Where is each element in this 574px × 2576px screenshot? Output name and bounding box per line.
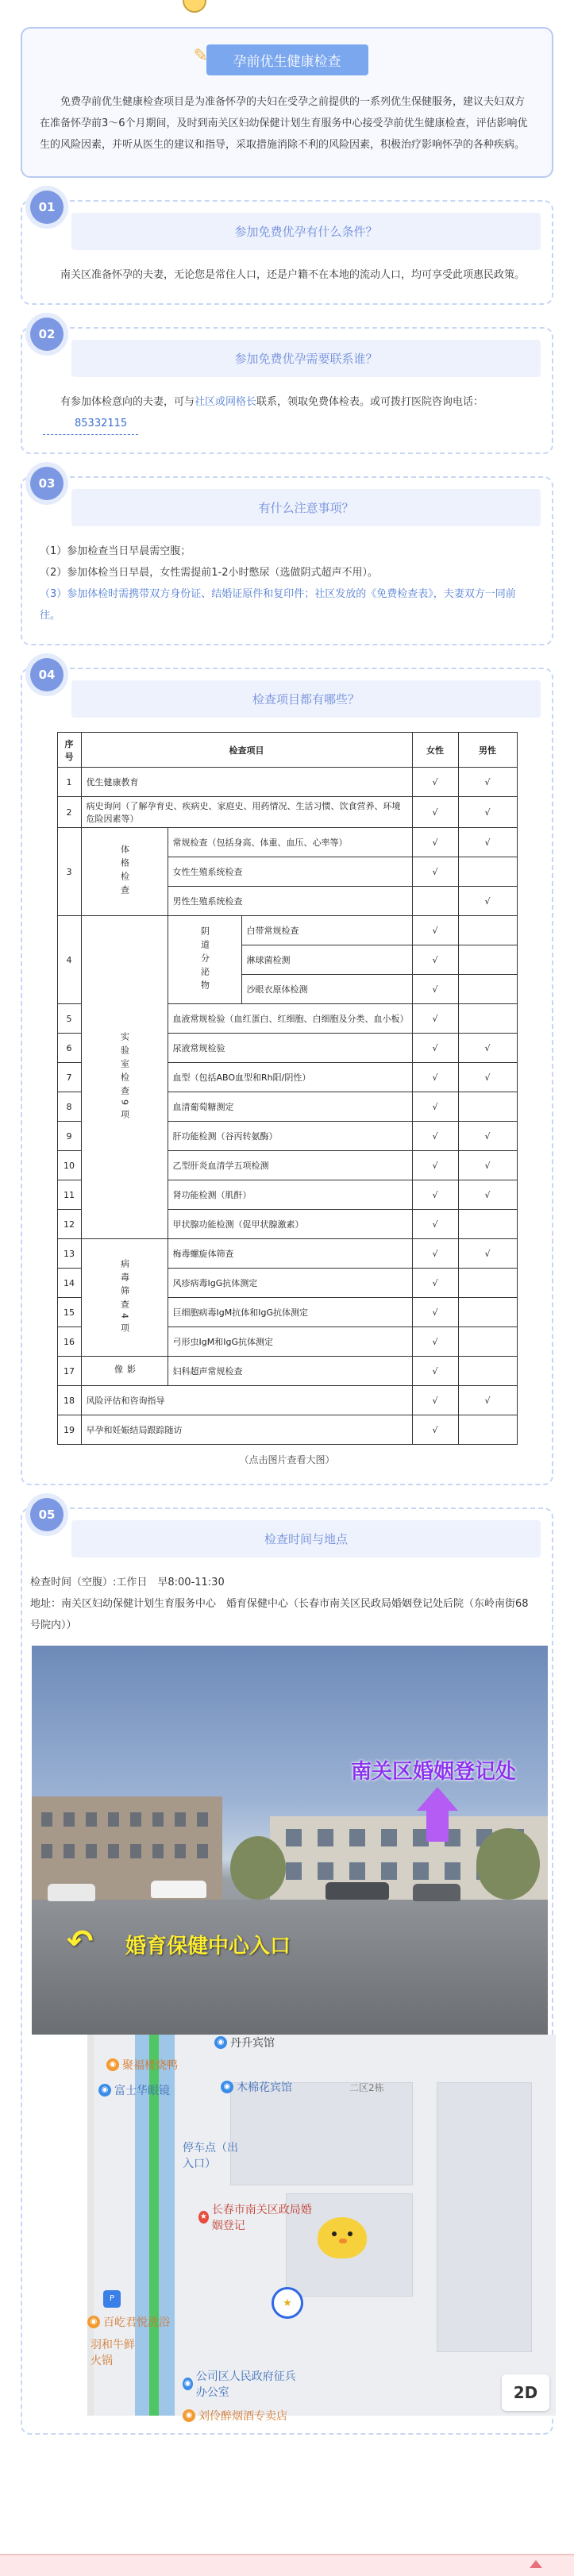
mascot-chick-icon (318, 2217, 367, 2258)
section-01 (21, 200, 553, 305)
section-title: 参加免费优孕需要联系谁？ (71, 340, 541, 377)
map-poi[interactable]: ◉ 聚福楼烧鸭 (106, 2057, 178, 2073)
section-body (40, 391, 534, 435)
intro-title: ✎ 孕前优生健康检查 (206, 44, 368, 75)
table-row: 16 弓形虫IgM和IgG抗体测定 √ (57, 1327, 517, 1357)
car (151, 1881, 206, 1898)
table-row: 沙眼衣原体检测 √ (57, 975, 517, 1004)
col-header: 检查项目 (81, 733, 412, 768)
exam-time: 检查时间（空腹）:工作日 早8:00-11:30 (30, 1577, 225, 1588)
group-physical: 体格检查 (81, 828, 168, 916)
section-04 (21, 668, 553, 1485)
col-header: 男性 (458, 733, 517, 768)
location-pin-icon[interactable]: ★ (272, 2287, 303, 2319)
curved-arrow-icon: ↶ (67, 1923, 94, 1960)
notice-item: （1）参加检查当日早晨需空腹； (40, 545, 191, 557)
table-row: 9 肝功能检测（谷丙转氨酶） √ √ (57, 1122, 517, 1151)
lamp-icon (183, 0, 206, 13)
section-03 (21, 476, 553, 645)
car (413, 1884, 460, 1901)
table-row: 5 血液常规检验（血红蛋白、红细胞、白细胞及分类、血小板） √ (57, 1004, 517, 1034)
group-imaging: 影像 (81, 1357, 168, 1386)
phone-link[interactable]: 85332115 (43, 413, 138, 435)
table-row: 13 病毒筛查4项 梅毒螺旋体筛查 √ √ (57, 1239, 517, 1269)
table-row: 6 尿液常规检验 √ √ (57, 1034, 517, 1063)
col-header: 女性 (412, 733, 458, 768)
exam-items-table[interactable] (57, 732, 518, 1445)
map-poi[interactable]: ◉ 丹升宾馆 (214, 2035, 275, 2050)
location-map[interactable] (87, 2035, 556, 2423)
section-title: 参加免费优孕有什么条件？ (71, 213, 541, 250)
table-row: 女性生殖系统检查 √ (57, 857, 517, 887)
arrow-up-stem (426, 1810, 449, 1842)
section-02 (21, 327, 553, 454)
map-poi[interactable]: 羽和牛鲜火锅 (91, 2339, 135, 2367)
section-title: 有什么注意事项？ (71, 489, 541, 526)
table-row: 男性生殖系统检查 √ (57, 887, 517, 916)
table-row: 18 风险评估和咨询指导 √ √ (57, 1386, 517, 1415)
section-body: 南关区准备怀孕的夫妻，无论您是常住人口，还是户籍不在本地的流动人口，均可享受此项惠民政策。 (60, 269, 526, 281)
community-link: 社区或网格长 (195, 396, 257, 408)
group-lab: 实验室检查9项 (81, 916, 168, 1239)
table-row: 15 巨细胞病毒IgM抗体和IgG抗体测定 √ (57, 1298, 517, 1327)
exam-address: 地址：南关区妇幼保健计划生育服务中心 婚育保健中心（长春市南关区民政局婚姻登记处后院（东岭南街68号院内）） (30, 1598, 529, 1631)
notice-item: （2）参加体检当日早晨，女性需提前1-2小时憋尿（选做阴式超声不用）。 (40, 567, 379, 579)
section-number: 01 (30, 191, 64, 224)
section-number: 05 (30, 1498, 64, 1531)
bottom-bar (0, 2554, 574, 2576)
intro-body: 免费孕前优生健康检查项目是为准备怀孕的夫妇在受孕之前提供的一系列优生保健服务，建议夫妇双方在准备怀孕前3～6个月期间，及时到南关区妇幼保健计划生育服务中心接受孕前优生健康检查，评估影响优生的风险因素，并听从医生的建议和指导，采取措施消除不利的风险因素，积极治疗影响怀孕的各种疾病。 (40, 96, 528, 151)
map-block (437, 2082, 532, 2352)
table-row: 12 甲状腺功能检测（促甲状腺激素） √ (57, 1210, 517, 1239)
table-row: 14 风疹病毒IgG抗体测定 √ (57, 1269, 517, 1298)
photo-label-registry: 南关区婚姻登记处 (350, 1760, 516, 1784)
body-text: 有参加体检意向的夫妻，可与 (60, 396, 195, 408)
car (48, 1884, 95, 1901)
section-title: 检查项目都有哪些？ (71, 680, 541, 718)
location-photo[interactable] (32, 1646, 548, 2035)
tree (230, 1836, 286, 1900)
map-poi[interactable]: ◉ 富士华眼镜 (98, 2082, 170, 2098)
table-row: 7 血型（包括ABO血型和Rh阳/阴性） √ √ (57, 1063, 517, 1092)
car (326, 1882, 389, 1900)
table-row: 17 影像 妇科超声常规检查 √ (57, 1357, 517, 1386)
table-caption: （点击图片查看大图） (239, 1454, 335, 1465)
table-row: 1 优生健康教育 √ √ (57, 768, 517, 797)
map-poi: 二区2栋 (349, 2082, 384, 2093)
table-row: 10 乙型肝炎血清学五项检测 √ √ (57, 1151, 517, 1180)
top-decoration (0, 0, 574, 24)
map-poi[interactable]: ◉ 公司区人民政府征兵办公室 (183, 2370, 296, 2399)
table-row: 3 体格检查 常规检查（包括身高、体重、血压、心率等） √ √ (57, 828, 517, 857)
section-number: 04 (30, 658, 64, 691)
table-row: 淋球菌检测 √ (57, 945, 517, 975)
scroll-top-icon[interactable] (530, 2560, 542, 2568)
table-row: 2 病史询问（了解孕育史、疾病史、家庭史、用药情况、生活习惯、饮食营养、环境危险因素等） √ √ (57, 797, 517, 828)
male-check: √ (458, 768, 517, 797)
arrow-up-icon (417, 1787, 458, 1811)
section-05 (21, 1507, 553, 2435)
section-title: 检查时间与地点 (71, 1520, 541, 1558)
table-header-row (57, 733, 517, 768)
intro-title-wrap (40, 44, 534, 75)
group-lab-sub: 阴道分泌物 (168, 916, 241, 1004)
map-poi[interactable]: ◉ 木棉花宾馆 (221, 2079, 292, 2095)
photo-label-entrance: 婚育保健中心入口 (125, 1935, 291, 1958)
map-poi[interactable]: ◉ 百屹君悦洗浴 (87, 2314, 170, 2330)
notice-item: （3）参加体检时需携带双方身份证、结婚证原件和复印件；社区发放的《免费检查表》，夫妻双方一同前往。 (40, 588, 516, 622)
map-poi-registry[interactable]: ★ 长春市南关区政局婚姻登记 (199, 2204, 312, 2232)
road (32, 1900, 548, 2035)
map-2d-button[interactable]: 2D (502, 2374, 549, 2411)
table-row: 4 实验室检查9项 阴道分泌物 白带常规检查 √ (57, 916, 517, 945)
map-poi[interactable]: ◉ 刘伶醉烟酒专卖店 (183, 2408, 294, 2424)
group-virus: 病毒筛查4项 (81, 1239, 168, 1357)
map-block (230, 2082, 413, 2185)
section-number: 02 (30, 318, 64, 351)
intro-card (21, 27, 553, 178)
female-check: √ (412, 768, 458, 797)
table-row: 8 血清葡萄糖测定 √ (57, 1092, 517, 1122)
tree (476, 1828, 540, 1900)
table-row: 11 肾功能检测（肌酐） √ √ (57, 1180, 517, 1210)
col-header: 序号 (57, 733, 81, 768)
parking-icon: P (103, 2290, 121, 2308)
table-row: 19 早孕和妊娠结局跟踪随访 √ (57, 1415, 517, 1445)
map-poi-parking[interactable]: 停车点（出入口） (183, 2142, 238, 2170)
section-number: 03 (30, 467, 64, 500)
body-text: 联系，领取免费体检表。或可拨打医院咨询电话： (256, 396, 484, 408)
